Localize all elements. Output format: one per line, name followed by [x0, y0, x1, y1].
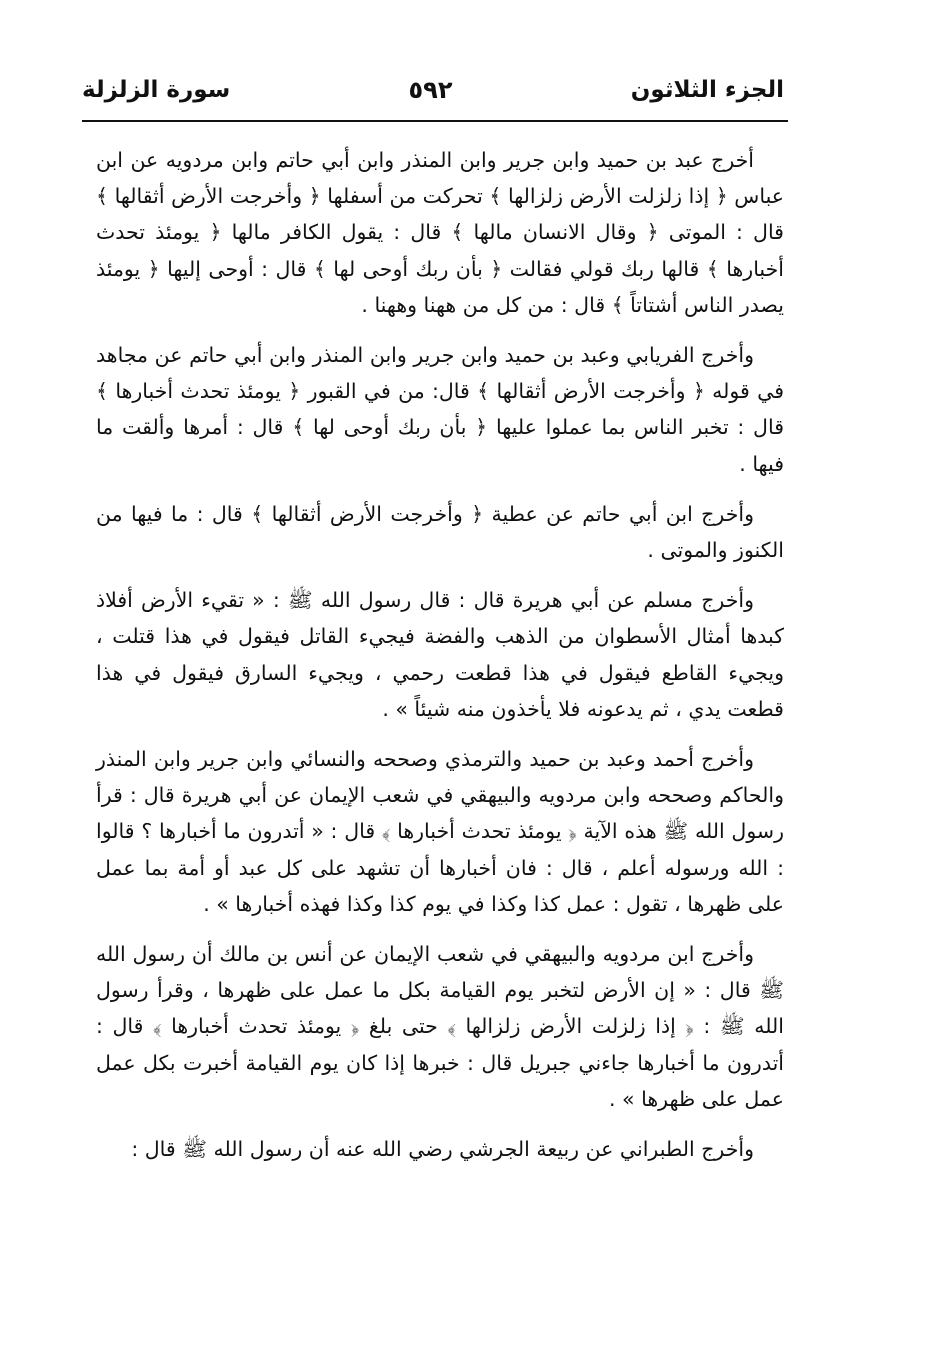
page-number: ٥٩٢ [408, 76, 453, 104]
paragraph: وأخرج ابن أبي حاتم عن عطية ﴿ وأخرجت الأرض أثقالها ﴾ قال : ما فيها من الكنوز والموتى . [96, 501, 784, 563]
header-divider [82, 120, 788, 122]
paragraph: وأخرج الفريابي وعبد بن حميد وابن جرير وابن المنذر وابن أبي حاتم عن مجاهد في قوله ﴿ وأخرجت الأرض أثقالها ﴾ قال: من في القبور ﴿ يومئذ تحدث أخبارها ﴾ قال : تخبر الناس بما عملوا عليها ﴿ بأن ربك أوحى لها ﴾ قال : أمرها وألقت ما فيها . [96, 343, 784, 476]
paragraph: وأخرج ابن مردويه والبيهقي في شعب الإيمان عن أنس بن مالك أن رسول الله ﷺ قال : « إن الأرض لتخبر يوم القيامة بكل ما عمل على ظهرها ، وقرأ رسول الله ﷺ : ﴿ إذا زلزلت الأرض زلزالها ﴾ حتى بلغ ﴿ يومئذ تحدث أخبارها ﴾ قال : أتدرون ما أخبارها جاءني جبريل قال : خبرها إذا كان يوم القيامة أخبرت بكل عمل عمل على ظهرها » . [96, 942, 784, 1111]
paragraph: وأخرج الطبراني عن ربيعة الجرشي رضي الله عنه أن رسول الله ﷺ قال : [131, 1137, 754, 1162]
paragraph: وأخرج أحمد وعبد بن حميد والترمذي وصححه والنسائي وابن جرير وابن المنذر والحاكم وصححه وابن مردويه والبيهقي في شعب الإيمان عن أبي هريرة قال : قرأ رسول الله ﷺ هذه الآية ﴿ يومئذ تحدث أخبارها ﴾ قال : « أتدرون ما أخبارها ؟ قالوا : الله ورسوله أعلم ، قال : فان أخبارها أن تشهد على كل عبد أو أمة بما عمل على ظهرها ، تقول : عمل كذا وكذا في يوم كذا وكذا فهذه أخبارها » . [96, 747, 784, 916]
page-body [96, 142, 784, 1167]
juz-title: الجزء الثلاثون [630, 77, 784, 103]
paragraph: أخرج عبد بن حميد وابن جرير وابن المنذر وابن أبي حاتم وابن مردويه عن ابن عباس ﴿ إذا زلزلت الأرض زلزالها ﴾ تحركت من أسفلها ﴿ وأخرجت الأرض أثقالها ﴾ قال : الموتى ﴿ وقال الانسان مالها ﴾ قال : يقول الكافر مالها ﴿ يومئذ تحدث أخبارها ﴾ قالها ربك قولي فقالت ﴿ بأن ربك أوحى لها ﴾ قال : أوحى إليها ﴿ يومئذ يصدر الناس أشتاتاً ﴾ قال : من كل من ههنا وههنا . [96, 148, 784, 317]
page-header [82, 68, 784, 112]
surah-title: سورة الزلزلة [82, 77, 231, 103]
paragraph: وأخرج مسلم عن أبي هريرة قال : قال رسول الله ﷺ : « تقيء الأرض أفلاذ كبدها أمثال الأسطوان من الذهب والفضة فيجيء القاتل فيقول في هذا قتلت ، ويجيء القاطع فيقول في هذا قطعت رحمي ، ويجيء السارق فيقول في هذا قطعت يدي ، ثم يدعونه فلا يأخذون منه شيئاً » . [96, 588, 784, 721]
